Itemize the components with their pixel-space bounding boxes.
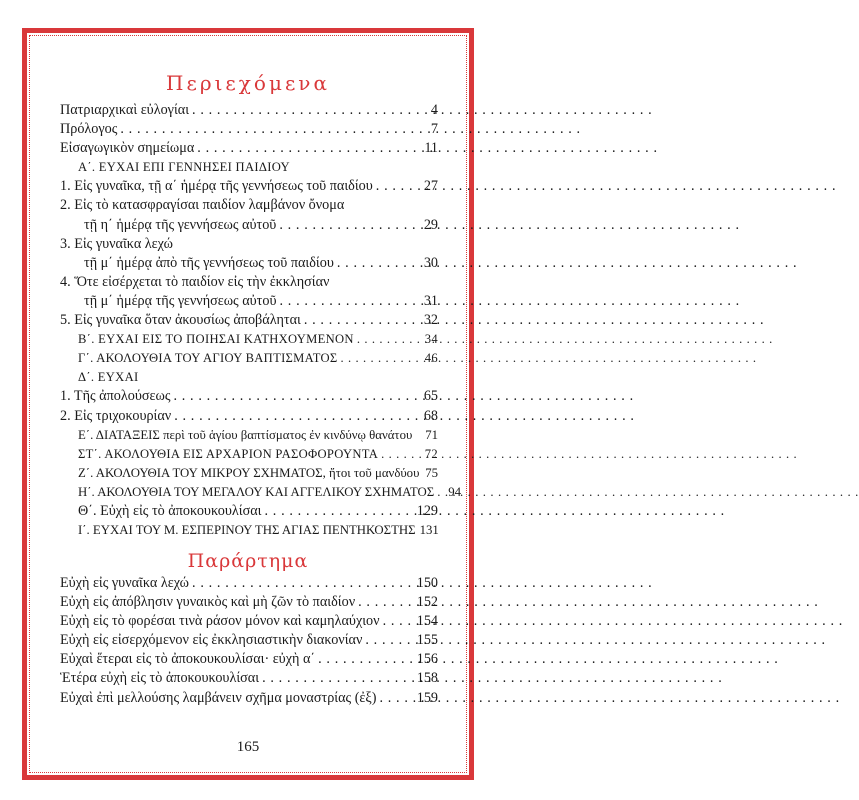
- dot-leader: [174, 407, 421, 426]
- table-of-contents: [60, 101, 462, 540]
- toc-entry-label: Ζ΄. ΑΚΟΛΟΥΘΙΑ ΤΟΥ ΜΙΚΡΟΥ ΣΧΗΜΑΤΟΣ, ἤτοι τοῦ μανδύου: [78, 465, 420, 480]
- toc-entry-label: Θ΄. Εὐχὴ εἰς τὸ ἀποκουκουλίσαι: [78, 502, 262, 519]
- toc-entry: [60, 235, 438, 254]
- toc-entry-label: Εἰσαγωγικὸν σημείωμα: [60, 140, 195, 157]
- dot-leader: [376, 177, 421, 196]
- toc-entry-page: 152: [416, 594, 438, 611]
- toc-entry-page: 30: [423, 254, 438, 271]
- toc-entry: [60, 387, 438, 406]
- toc-entry-label: Εὐχὴ εἰς ἀπόβλησιν γυναικὸς καὶ μὴ ζῶν τὸ παιδίον: [60, 594, 356, 611]
- toc-entry-label: 1. Εἰς γυναῖκα, τῇ α΄ ἡμέρᾳ τῆς γεννήσεως τοῦ παιδίου: [60, 178, 373, 195]
- toc-entry-page: 34: [424, 332, 438, 347]
- dot-leader: [197, 139, 421, 158]
- toc-entry: [60, 689, 438, 708]
- toc-entry-page: 29: [423, 216, 438, 233]
- toc-entry-page: 71: [425, 427, 438, 442]
- dot-leader: [357, 330, 422, 349]
- toc-entry: [60, 273, 438, 292]
- toc-entry-page: 72: [424, 446, 438, 461]
- toc-entry-page: 32: [423, 312, 438, 329]
- appendix-title: Παράρτημα: [187, 550, 309, 572]
- toc-entry: [60, 120, 438, 139]
- toc-entry-label: Εὐχὴ εἰς γυναῖκα λεχώ: [60, 575, 190, 591]
- dot-leader: [318, 650, 414, 669]
- toc-entry-label: 5. Εἰς γυναῖκα ὅταν ἀκουσίως ἀποβάληται: [60, 312, 301, 329]
- toc-entry: [60, 101, 438, 120]
- toc-entry: [60, 349, 438, 368]
- toc-entry: [60, 292, 438, 311]
- toc-entry-label: 4. Ὅτε εἰσέρχεται τὸ παιδίον εἰς τὴν ἐκκλησίαν: [60, 273, 330, 290]
- toc-entry-label: 3. Εἰς γυναῖκα λεχώ: [60, 235, 173, 252]
- toc-entry: [60, 368, 438, 387]
- page-title: Περιεχόμενα: [166, 71, 330, 95]
- toc-entry-page: 155: [416, 632, 438, 649]
- toc-entry-page: 150: [416, 575, 438, 591]
- toc-entry: [60, 521, 438, 540]
- toc-entry: [60, 650, 438, 669]
- toc-entry-page: 94: [448, 484, 462, 499]
- toc-entry: [60, 407, 438, 426]
- dot-leader: [437, 483, 445, 502]
- toc-entry: [60, 139, 438, 158]
- toc-entry-page: 7: [430, 121, 438, 138]
- toc-entry: [60, 631, 438, 650]
- toc-entry: [60, 426, 438, 445]
- toc-entry-label: 2. Εἰς τὸ κατασφραγίσαι παιδίον λαμβάνον ὄνομα: [60, 197, 345, 214]
- toc-entry-page: 131: [419, 523, 439, 538]
- toc-entry-label: τῇ μ΄ ἡμέρᾳ τῆς γεννήσεως αὐτοῦ: [84, 292, 277, 309]
- dot-leader: [262, 669, 414, 688]
- toc-entry-label: Εὐχὴ εἰς τὸ φορέσαι τινὰ ράσον μόνον καὶ καμηλαύχιον: [60, 613, 380, 630]
- dot-leader: [265, 502, 414, 521]
- toc-entry-label: Α΄. ΕΥΧΑΙ ΕΠΙ ΓΕΝΝΗΣΕΙ ΠΑΙΔΙΟΥ: [78, 160, 290, 175]
- toc-entry: [60, 311, 438, 330]
- toc-entry: [60, 158, 438, 177]
- toc-entry: [60, 464, 438, 483]
- dot-leader: [379, 689, 413, 708]
- dot-leader: [120, 120, 423, 139]
- toc-entry: [60, 612, 438, 631]
- toc-entry: [60, 574, 438, 593]
- toc-entry-label: ΣΤ΄. ΑΚΟΛΟΥΘΙΑ ΕΙΣ ΑΡΧΑΡΙΟΝ ΡΑΣΟΦΟΡΟΥΝΤΑ: [78, 446, 379, 461]
- dot-leader: [365, 631, 413, 650]
- toc-entry-page: 65: [423, 388, 438, 405]
- dot-leader: [192, 101, 423, 120]
- dot-leader: [358, 593, 414, 612]
- toc-entry-page: 154: [416, 613, 438, 630]
- toc-entry-page: 68: [423, 407, 438, 424]
- toc-entry-page: 75: [425, 465, 438, 480]
- toc-entry-label: Η΄. ΑΚΟΛΟΥΘΙΑ ΤΟΥ ΜΕΓΑΛΟΥ ΚΑΙ ΑΓΓΕΛΙΚΟΥ ΣΧΗΜΑΤΟΣ: [78, 484, 435, 499]
- dot-leader: [279, 216, 421, 235]
- toc-entry-label: τῇ μ΄ ἡμέρᾳ ἀπὸ τῆς γεννήσεως τοῦ παιδίου: [84, 254, 334, 271]
- toc-entry: [60, 669, 438, 688]
- toc-entry-label: 1. Τῆς ἀπολούσεως: [60, 388, 171, 405]
- toc-entry-label: 2. Εἰς τριχοκουρίαν: [60, 407, 172, 424]
- appendix-contents: [60, 574, 438, 708]
- toc-entry-label: Πατριαρχικαὶ εὐλογίαι: [60, 102, 190, 118]
- toc-entry: [60, 483, 462, 502]
- toc-entry-page: 31: [423, 292, 438, 309]
- dot-leader: [383, 612, 414, 631]
- toc-entry: [60, 593, 438, 612]
- toc-entry-page: 158: [416, 670, 438, 687]
- toc-entry-label: τῇ η΄ ἡμέρᾳ τῆς γεννήσεως αὐτοῦ: [84, 216, 277, 233]
- toc-entry-label: Εὐχὴ εἰς εἰσερχόμενον εἰς ἐκκλησιαστικὴν διακονίαν: [60, 632, 363, 649]
- toc-entry-label: Ι΄. ΕΥΧΑΙ ΤΟΥ Μ. ΕΣΠΕΡΙΝΟΥ ΤΗΣ ΑΓΙΑΣ ΠΕΝΤΗΚΟΣΤΗΣ: [78, 523, 416, 538]
- dot-leader: [173, 387, 420, 406]
- toc-entry-label: Ἑτέρα εὐχὴ εἰς τὸ ἀποκουκουλίσαι: [60, 670, 260, 687]
- toc-entry-page: 11: [424, 140, 438, 157]
- toc-entry: [60, 502, 438, 521]
- toc-entry-page: 4: [430, 102, 438, 118]
- dot-leader: [337, 254, 421, 273]
- dot-leader: [381, 445, 422, 464]
- toc-entry-label: Πρόλογος: [60, 121, 118, 138]
- toc-entry: [60, 177, 438, 196]
- toc-entry-page: 27: [423, 178, 438, 195]
- toc-entry-label: Δ΄. ΕΥΧΑΙ: [78, 370, 139, 385]
- page-number: 165: [236, 739, 260, 755]
- toc-entry: [60, 254, 438, 273]
- toc-entry-label: Γ΄. ΑΚΟΛΟΥΘΙΑ ΤΟΥ ΑΓΙΟΥ ΒΑΠΤΙΣΜΑΤΟΣ: [78, 351, 338, 366]
- toc-entry-page: 129: [416, 502, 438, 519]
- dot-leader: [304, 311, 421, 330]
- toc-entry: [60, 196, 438, 215]
- toc-entry-page: 156: [416, 651, 438, 668]
- toc-entry: [60, 445, 438, 464]
- toc-entry-label: Ε΄. ΔΙΑΤΑΞΕΙΣ περὶ τοῦ ἁγίου βαπτίσματος ἐν κινδύνῳ θανάτου: [78, 427, 413, 442]
- dot-leader: [341, 349, 422, 368]
- toc-entry-label: Β΄. ΕΥΧΑΙ ΕΙΣ ΤΟ ΠΟΙΗΣΑΙ ΚΑΤΗΧΟΥΜΕΝΟΝ: [78, 332, 354, 347]
- toc-entry: [60, 330, 438, 349]
- toc-entry-label: Εὐχαὶ ἕτεραι εἰς τὸ ἀποκουκουλίσαι· εὐχὴ α΄: [60, 651, 316, 668]
- dot-leader: [280, 292, 421, 311]
- dot-leader: [192, 574, 414, 593]
- toc-entry-label: Εὐχαὶ ἐπὶ μελλούσης λαμβάνειν σχῆμα μοναστρίας (ἐξ): [60, 689, 377, 706]
- toc-entry: [60, 216, 438, 235]
- toc-entry-page: 46: [424, 351, 438, 366]
- toc-entry-page: 159: [416, 689, 438, 706]
